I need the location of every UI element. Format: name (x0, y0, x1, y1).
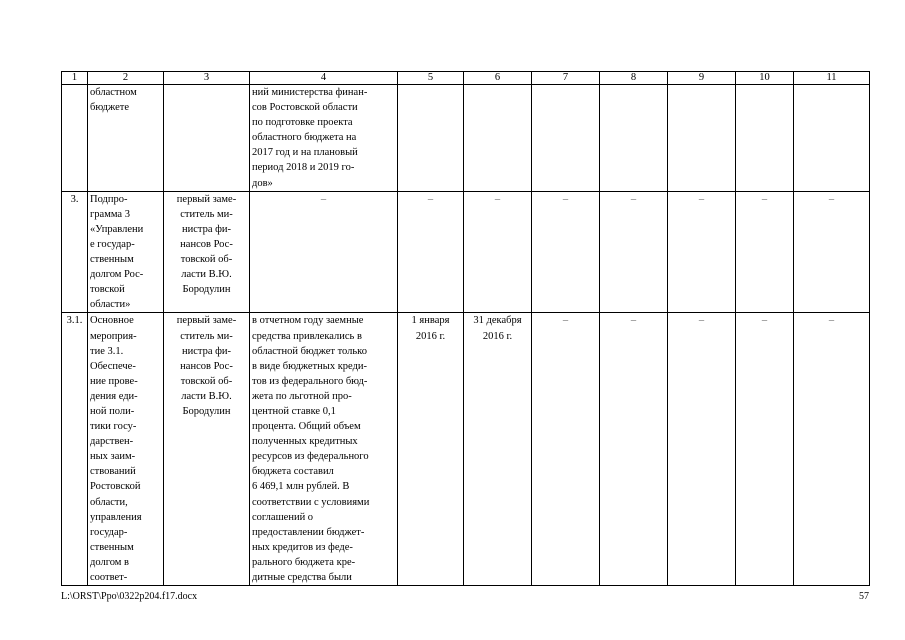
table-cell (398, 85, 464, 192)
table-cell (464, 85, 532, 192)
result-cell: – (250, 191, 398, 313)
header-cell: 5 (398, 72, 464, 85)
table-cell: – (600, 191, 668, 313)
header-cell: 11 (794, 72, 870, 85)
header-cell: 8 (600, 72, 668, 85)
table-cell: – (398, 191, 464, 313)
measure-name-cell: Подпро- грамма 3 «Управлени е государ- ственным долгом Рос- товской области» (88, 191, 164, 313)
row-number-cell: 3.1. (62, 313, 88, 586)
responsible-cell (164, 85, 250, 192)
row-number-cell: 3. (62, 191, 88, 313)
responsible-cell: первый заме- ститель ми- нистра фи- нансов Рос- товской об- ласти В.Ю. Бородулин (164, 191, 250, 313)
table-cell (794, 85, 870, 192)
table-cell (668, 85, 736, 192)
page-number: 57 (859, 591, 869, 602)
table-cell: – (668, 313, 736, 586)
result-cell: ний министерства финан- сов Ростовской области по подготовке проекта областного бюджета на 2017 год и на плановый период 2018 и 2019 го- дов» (250, 85, 398, 192)
table-row (62, 191, 870, 313)
header-cell: 6 (464, 72, 532, 85)
header-cell: 2 (88, 72, 164, 85)
start-date-cell: 1 января 2016 г. (398, 313, 464, 586)
row-number-cell (62, 85, 88, 192)
table-cell: – (736, 191, 794, 313)
table-cell: – (600, 313, 668, 586)
table-cell: – (532, 313, 600, 586)
table-cell: – (794, 191, 870, 313)
report-table (61, 71, 870, 586)
table-row (62, 313, 870, 586)
header-cell: 10 (736, 72, 794, 85)
end-date-cell: 31 декабря 2016 г. (464, 313, 532, 586)
header-cell: 3 (164, 72, 250, 85)
table-cell (600, 85, 668, 192)
table-cell: – (464, 191, 532, 313)
responsible-cell: первый заме- ститель ми- нистра фи- нансов Рос- товской об- ласти В.Ю. Бородулин (164, 313, 250, 586)
header-cell: 4 (250, 72, 398, 85)
result-cell: в отчетном году заемные средства привлекались в областной бюджет только в виде бюджетных креди- тов из федерального бюд- жета по льготной про- центной ставке 0,1 процента. Общий объем полученных кредитных ресурсов из федерального бюджета составил 6 469,1 млн рублей. В соответствии с условиями соглашений о предоставлении бюджет- ных кредитов из феде- рального бюджета кре- дитные средства были (250, 313, 398, 586)
header-row (62, 72, 870, 85)
table-cell (532, 85, 600, 192)
measure-name-cell: областном бюджете (88, 85, 164, 192)
file-path: L:\ORST\Ppo\0322p204.f17.docx (61, 591, 198, 602)
table-cell: – (794, 313, 870, 586)
table-cell (736, 85, 794, 192)
table-cell: – (532, 191, 600, 313)
table-cell: – (736, 313, 794, 586)
table-cell: – (668, 191, 736, 313)
header-cell: 9 (668, 72, 736, 85)
header-cell: 7 (532, 72, 600, 85)
header-cell: 1 (62, 72, 88, 85)
table-row (62, 85, 870, 192)
measure-name-cell: Основное мероприя- тие 3.1. Обеспече- ние прове- дения еди- ной поли- тики госу- дарствен- ных заим- ствований Ростовской области, управления государ- ственным долгом в соответ- (88, 313, 164, 586)
